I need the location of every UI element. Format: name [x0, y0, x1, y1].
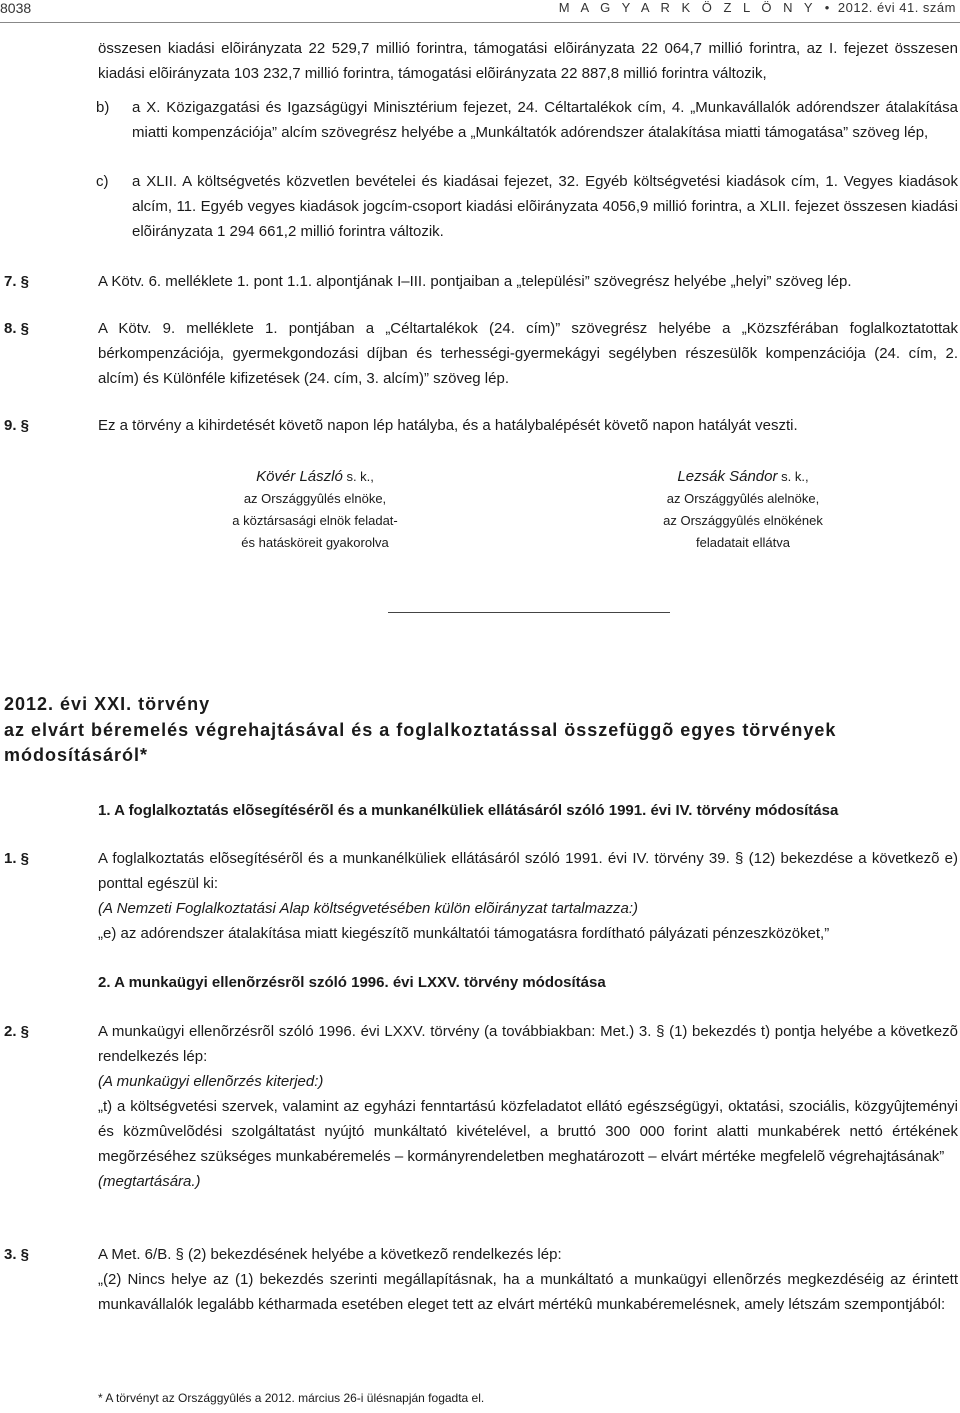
signatory-name: Lezsák Sándor [677, 468, 778, 485]
journal-name: M A G Y A R K Ö Z L Ö N Y [558, 0, 817, 15]
signatory-role-line: az Országgyûlés elnökének [663, 513, 823, 528]
header-rule [0, 22, 960, 23]
section-number-8: 8. § [4, 320, 30, 337]
signatory-suffix: s. k., [777, 469, 809, 484]
section-number-7: 7. § [4, 273, 30, 290]
section-paragraph: „t) a költségvetési szervek, valamint az egyházi fenntartású közfeladatot ellátó egészségügyi, oktatási, szociális, közgyûjteményi és közmûvelõdési szolgáltatást nyújtó munkáltató kivételével, a bruttó 300 000 forint alatti munkabérek nettó értékének megõrzéséhez szükséges munkabéremelés – kormányrendeletben meghatározott – elvárt mértéke megfelelõ végrehajtásának” [98, 1098, 958, 1165]
running-header [559, 0, 956, 15]
section-paragraph: „(2) Nincs helye az (1) bekezdés szerinti megállapításnak, ha a munkáltató a munkaügyi ellenõrzés megkezdéséig az érintett munkavállalók legalább kétharmada esetében eleget tett az elvárt mértékû munkabéremelésnek, amely létszám szempontjából: [98, 1271, 958, 1313]
item-label-c: c) [96, 173, 109, 190]
chapter-heading-1: 1. A foglalkoztatás elõsegítésérõl és a munkanélküliek ellátásáról szóló 1991. évi IV. törvény módosítása [98, 802, 839, 819]
section-text-8: A Kötv. 9. melléklete 1. pontjában a „Céltartalékok (24. cím)” szövegrész helyébe a „Közszférában foglalkoztatottak bérkompenzációja, gyermekgondozási díjban és terhességi-gyermekágyi segélyben részesülõk kompenzációja (24. cím, 2. alcím) és Különféle kifizetések (24. cím, 3. alcím)” szöveg lép. [98, 320, 958, 387]
section-number-2: 2. § [4, 1023, 30, 1040]
page-number: 8038 [0, 0, 32, 16]
signatory-suffix: s. k., [342, 469, 374, 484]
signature-deputy-speaker [618, 466, 868, 554]
signatory-role-line: a köztársasági elnök feladat- [232, 513, 398, 528]
law-subtitle: az elvárt béremelés végrehajtásával és a foglalkoztatással összefüggõ egyes törvények módosításáról* [4, 720, 837, 765]
law-title: 2012. évi XXI. törvény [4, 694, 211, 714]
section-paragraph-italic: (A Nemzeti Foglalkoztatási Alap költségvetésében külön elõirányzat tartalmazza:) [98, 900, 638, 917]
item-label-b: b) [96, 99, 110, 116]
section-paragraph: „e) az adórendszer átalakítása miatt kiegészítõ munkáltatói támogatásra fordítható pályázati pénzeszközöket,” [98, 925, 830, 942]
intro-paragraph: összesen kiadási elõirányzata 22 529,7 millió forintra, támogatási elõirányzata 22 064,7 millió forintra, az I. fejezet összesen kiadási elõirányzata 103 232,7 millió forintra, támogatási elõirányzata 22 887,8 millió forintra változik, [98, 40, 958, 82]
section-paragraph: A foglalkoztatás elõsegítésérõl és a munkanélküliek ellátásáról szóló 1991. évi IV. törvény 39. § (12) bekezdése a következõ e) ponttal egészül ki: [98, 850, 958, 892]
section-text-9: Ez a törvény a kihirdetését követõ napon lép hatályba, és a hatálybalépését követõ napon hatályát veszti. [98, 417, 798, 434]
section-number-1: 1. § [4, 850, 30, 867]
header-bullet: • [824, 0, 830, 15]
signature-speaker [190, 466, 440, 554]
section-paragraph-italic: (megtartására.) [98, 1173, 201, 1190]
section-text-2 [98, 1019, 958, 1194]
section-paragraph: A Met. 6/B. § (2) bekezdésének helyébe a következõ rendelkezés lép: [98, 1246, 562, 1263]
section-text-1 [98, 846, 958, 946]
separator-rule [388, 612, 670, 613]
section-paragraph: A munkaügyi ellenõrzésrõl szóló 1996. évi LXXV. törvény (a továbbiakban: Met.) 3. § (1) bekezdés t) pontja helyébe a következõ rendelkezés lép: [98, 1023, 958, 1065]
footnote: * A törvényt az Országgyûlés a 2012. március 26-i ülésnapján fogadta el. [98, 1391, 485, 1405]
signatory-role-line: és hatásköreit gyakorolva [241, 535, 389, 550]
section-text-3 [98, 1242, 958, 1317]
item-text-c: a XLII. A költségvetés közvetlen bevételei és kiadásai fejezet, 32. Egyéb költségvetési kiadások cím, 1. Vegyes kiadások alcím, 11. Egyéb vegyes kiadások jogcím-csoport kiadási elõirányzata 4056,9 millió forintra, a XLII. fejezet összesen kiadási elõirányzata 1 294 661,2 millió forintra változik. [132, 173, 958, 240]
item-text-b: a X. Közigazgatási és Igazságügyi Minisztérium fejezet, 24. Céltartalékok cím, 4. „Munkavállalók adórendszer átalakítása miatti kompenzációja” alcím szövegrész helyébe a „Munkáltatók adórendszer átalakítása miatti támogatása” szöveg lép, [132, 99, 958, 141]
section-paragraph-italic: (A munkaügyi ellenõrzés kiterjed:) [98, 1073, 324, 1090]
issue-number: 2012. évi 41. szám [837, 0, 956, 15]
signatory-name: Kövér László [256, 468, 343, 485]
section-text-7: A Kötv. 6. melléklete 1. pont 1.1. alpontjának I–III. pontjaiban a „települési” szövegrész helyébe „helyi” szöveg lép. [98, 273, 852, 290]
signatory-role-line: feladatait ellátva [696, 535, 790, 550]
signatory-role-line: az Országgyûlés alelnöke, [666, 491, 820, 506]
section-number-3: 3. § [4, 1246, 30, 1263]
signatory-role-line: az Országgyûlés elnöke, [243, 491, 387, 506]
section-number-9: 9. § [4, 417, 30, 434]
chapter-heading-2: 2. A munkaügyi ellenõrzésrõl szóló 1996. évi LXXV. törvény módosítása [98, 974, 606, 991]
